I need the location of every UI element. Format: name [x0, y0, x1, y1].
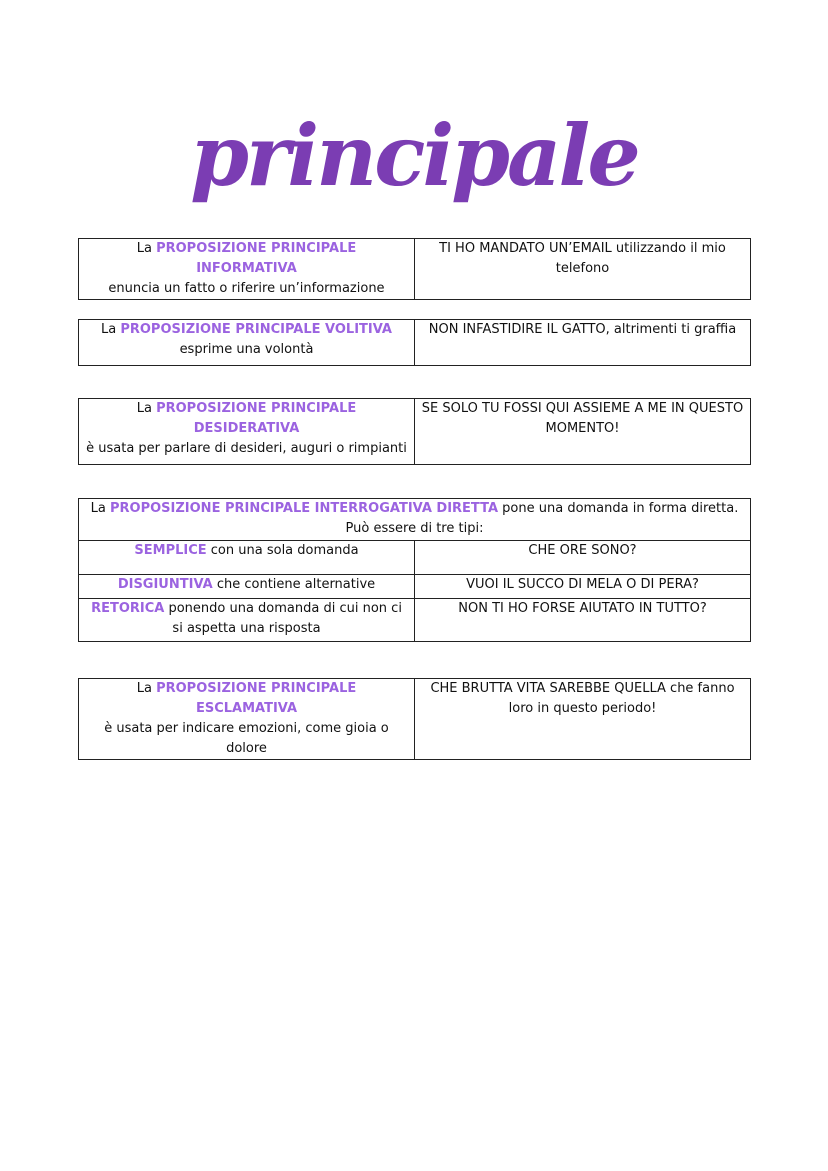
type-desc: ponendo una domanda di cui non ci si aspetta una risposta [164, 601, 402, 636]
type-cell [79, 599, 415, 642]
definition-cell [79, 499, 751, 541]
example-cell: VUOI IL SUCCO DI MELA O DI PERA? [415, 575, 751, 599]
definition-text: è usata per indicare emozioni, come gioia o dolore [104, 721, 389, 756]
table-row [79, 541, 751, 575]
definition-prefix: La [101, 322, 121, 337]
interrogativa-table [78, 498, 751, 642]
term-label: PROPOSIZIONE PRINCIPALE ESCLAMATIVA [156, 681, 357, 716]
esclamativa-table [78, 678, 751, 760]
type-desc: che contiene alternative [212, 577, 376, 592]
type-desc: con una sola domanda [206, 543, 359, 558]
type-term: RETORICA [91, 601, 165, 616]
definition-cell [79, 320, 415, 366]
example-cell: SE SOLO TU FOSSI QUI ASSIEME A ME IN QUESTO MOMENTO! [415, 399, 751, 465]
example-cell: CHE BRUTTA VITA SAREBBE QUELLA che fanno loro in questo periodo! [415, 679, 751, 760]
table-row [79, 399, 751, 465]
table-row [79, 499, 751, 541]
definition-text: pone una domanda in forma diretta. Può essere di tre tipi: [345, 501, 739, 536]
definition-cell [79, 679, 415, 760]
example-cell: CHE ORE SONO? [415, 541, 751, 575]
informativa-table [78, 238, 751, 300]
table-row [79, 679, 751, 760]
term-label: PROPOSIZIONE PRINCIPALE INTERROGATIVA DIRETTA [110, 501, 499, 516]
example-cell: TI HO MANDATO UN’EMAIL utilizzando il mio telefono [415, 239, 751, 300]
table-row [79, 239, 751, 300]
definition-cell [79, 239, 415, 300]
type-cell [79, 541, 415, 575]
definition-prefix: La [90, 501, 110, 516]
table-row [79, 320, 751, 366]
definition-cell [79, 399, 415, 465]
definition-prefix: La [136, 241, 157, 256]
term-label: PROPOSIZIONE PRINCIPALE INFORMATIVA [156, 241, 357, 276]
volitiva-table [78, 319, 751, 366]
term-label: PROPOSIZIONE PRINCIPALE VOLITIVA [120, 322, 392, 337]
definition-text: esprime una volontà [179, 342, 314, 357]
table-row [79, 599, 751, 642]
definition-prefix: La [136, 401, 157, 416]
table-row [79, 575, 751, 599]
example-cell: NON TI HO FORSE AIUTATO IN TUTTO? [415, 599, 751, 642]
definition-prefix: La [136, 681, 157, 696]
term-label: PROPOSIZIONE PRINCIPALE DESIDERATIVA [156, 401, 357, 436]
definition-text: è usata per parlare di desideri, auguri o rimpianti [86, 441, 407, 456]
example-cell: NON INFASTIDIRE IL GATTO, altrimenti ti graffia [415, 320, 751, 366]
type-cell [79, 575, 415, 599]
desiderativa-table [78, 398, 751, 465]
page-title: principale [190, 106, 638, 205]
type-term: DISGIUNTIVA [117, 577, 213, 592]
type-term: SEMPLICE [134, 543, 207, 558]
definition-text: enuncia un fatto o riferire un’informazione [108, 281, 385, 296]
